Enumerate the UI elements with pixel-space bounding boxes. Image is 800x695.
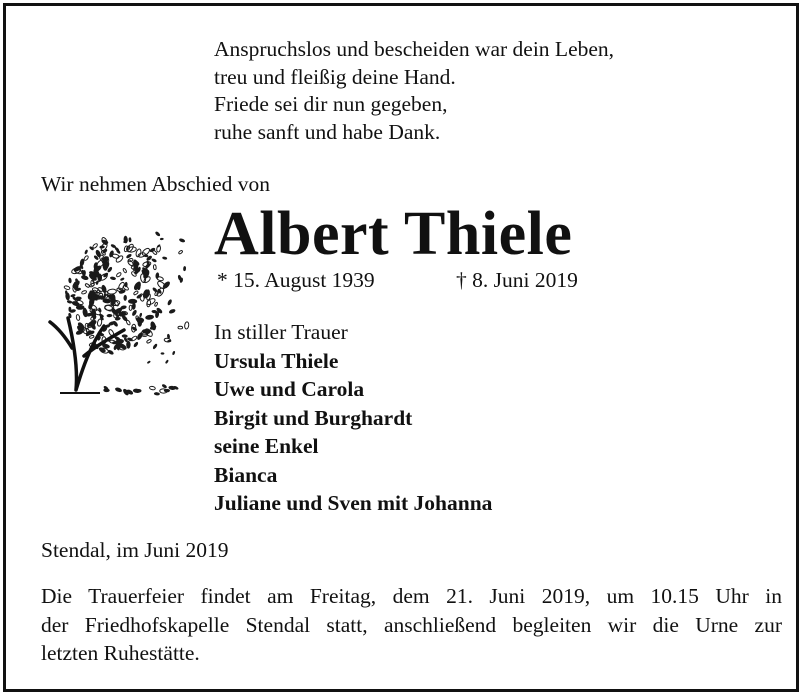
obituary-frame <box>3 3 799 692</box>
poem-line: treu und fleißig deine Hand. <box>214 64 456 89</box>
mourner-name: Birgit und Burghardt <box>214 405 413 430</box>
mourner-name: Juliane und Sven mit Johanna <box>214 491 493 515</box>
poem-line: Friede sei dir nun gegeben, <box>214 92 448 116</box>
mourner-name: Uwe und Carola <box>214 377 365 401</box>
deceased-name: Albert Thiele <box>214 200 573 268</box>
windblown-tree-icon <box>38 218 193 403</box>
mourners-heading: In stiller Trauer <box>214 320 348 344</box>
poem <box>214 36 614 146</box>
mourner-name: Ursula Thiele <box>214 348 339 373</box>
mourner-name: seine Enkel <box>214 434 319 458</box>
birth-date: * 15. August 1939 <box>217 268 375 292</box>
poem-line: Anspruchslos und bescheiden war dein Leben, <box>214 37 615 61</box>
mourners-block <box>214 319 492 519</box>
mourner-name: Bianca <box>214 462 278 487</box>
poem-line: ruhe sanft und habe Dank. <box>214 119 441 144</box>
place-date: Stendal, im Juni 2019 <box>41 538 229 562</box>
ceremony-line: Die Trauerfeier findet am Freitag, dem 21. Juni 2019, um 10.15 Uhr in <box>41 584 782 608</box>
death-date: † 8. Juni 2019 <box>456 268 578 292</box>
ceremony-line: letzten Ruhestätte. <box>41 641 200 665</box>
ceremony-line: der Friedhofskapelle Stendal statt, anschließend begleiten wir die Urne zur <box>41 612 782 637</box>
ceremony-info <box>41 582 782 668</box>
intro-text: Wir nehmen Abschied von <box>41 172 271 196</box>
